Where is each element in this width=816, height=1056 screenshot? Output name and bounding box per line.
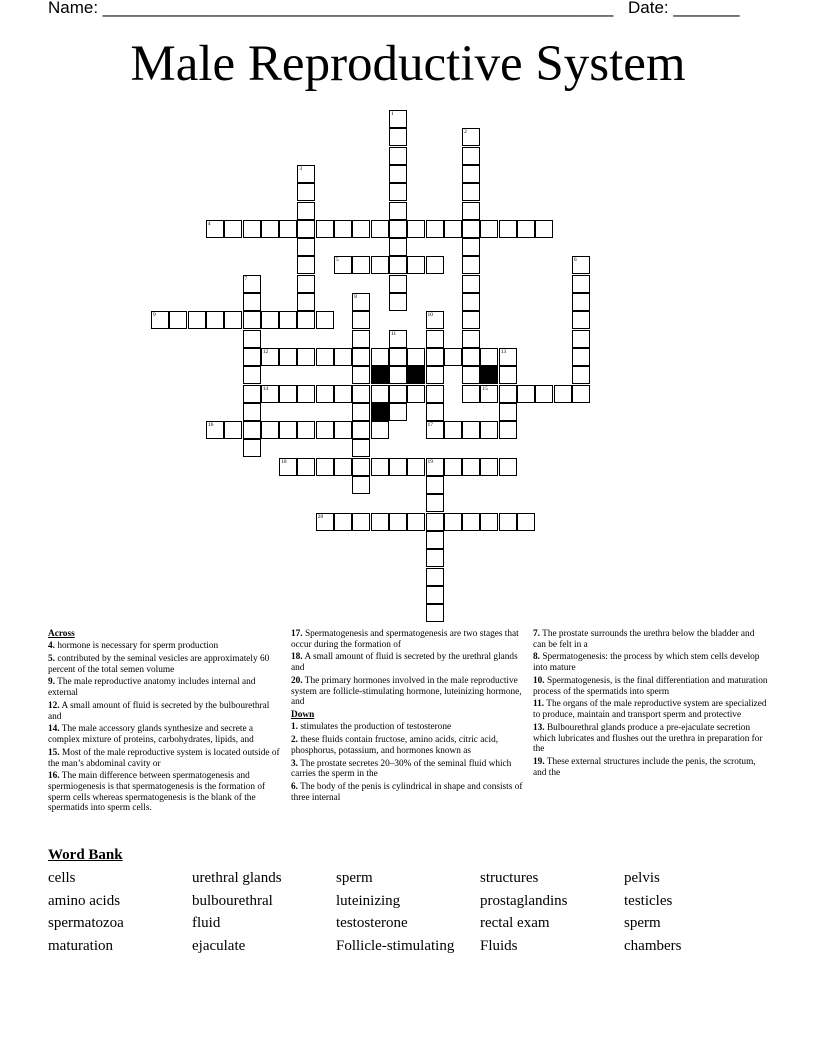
- crossword-cell[interactable]: [261, 311, 279, 329]
- crossword-cell[interactable]: [297, 458, 315, 476]
- crossword-cell[interactable]: [371, 220, 389, 238]
- crossword-cell[interactable]: [444, 348, 462, 366]
- crossword-cell[interactable]: [426, 421, 444, 439]
- clue-down-13: 13. Bulbourethral glands produce a pre-ejaculate secretion which lubricates and flushes out the urethra in preparation for the: [533, 722, 763, 755]
- crossword-cell[interactable]: [334, 256, 352, 274]
- crossword-cell[interactable]: [480, 458, 498, 476]
- crossword-cell[interactable]: [334, 385, 352, 403]
- crossword-cell[interactable]: [572, 311, 590, 329]
- crossword-cell[interactable]: [462, 183, 480, 201]
- clue-number: 4: [207, 220, 211, 227]
- crossword-cell[interactable]: [389, 220, 407, 238]
- crossword-cell[interactable]: [426, 586, 444, 604]
- crossword-cell[interactable]: [352, 311, 370, 329]
- word-bank-item: sperm: [336, 870, 373, 886]
- crossword-cell[interactable]: [243, 403, 261, 421]
- clue-down-8: 8. Spermatogenesis: the process by which stem cells develop into mature: [533, 652, 760, 674]
- crossword-cell[interactable]: [462, 293, 480, 311]
- crossword-cell[interactable]: [572, 293, 590, 311]
- crossword-cell[interactable]: [389, 165, 407, 183]
- crossword-cell[interactable]: [297, 293, 315, 311]
- crossword-cell[interactable]: [462, 385, 480, 403]
- clue-across-15: 15. Most of the male reproductive system is located outside of the man’s abdominal cavity or: [48, 747, 280, 769]
- word-bank-item: ejaculate: [192, 938, 246, 955]
- crossword-cell[interactable]: [352, 385, 370, 403]
- crossword-cell[interactable]: [389, 403, 407, 421]
- clue-number: 17: [427, 422, 433, 429]
- crossword-cell[interactable]: [462, 513, 480, 531]
- crossword-cell[interactable]: [316, 348, 334, 366]
- crossword-cell[interactable]: [499, 458, 517, 476]
- clue-across-5: 5. contributed by the seminal vesicles are approximately 60 percent of the total semen volume: [48, 653, 270, 675]
- word-bank-item: testicles: [624, 892, 673, 909]
- word-bank-item: fluid: [192, 915, 221, 932]
- crossword-cell[interactable]: [352, 348, 370, 366]
- crossword-cell[interactable]: [389, 366, 407, 384]
- crossword-cell[interactable]: [352, 458, 370, 476]
- crossword-cell[interactable]: [261, 421, 279, 439]
- crossword-cell[interactable]: [279, 385, 297, 403]
- crossword-cell[interactable]: [371, 458, 389, 476]
- crossword-cell[interactable]: [243, 330, 261, 348]
- header: [48, 0, 748, 22]
- crossword-cell[interactable]: [499, 421, 517, 439]
- crossword-cell[interactable]: [352, 330, 370, 348]
- clue-number: 14: [262, 385, 269, 392]
- crossword-cell[interactable]: [462, 128, 480, 146]
- date-field[interactable]: Date: _______: [628, 0, 740, 17]
- crossword-cell[interactable]: [462, 165, 480, 183]
- crossword-cell[interactable]: [334, 348, 352, 366]
- crossword-cell[interactable]: [297, 165, 315, 183]
- crossword-cell[interactable]: [407, 385, 425, 403]
- crossword-cell[interactable]: [352, 421, 370, 439]
- crossword-cell[interactable]: [426, 568, 444, 586]
- crossword-cell[interactable]: [462, 275, 480, 293]
- crossword-cell[interactable]: [480, 348, 498, 366]
- crossword-cell[interactable]: [499, 385, 517, 403]
- clue-down-10: 10. Spermatogenesis, is the final differentiation and maturation process of the spermatids into sperm: [533, 675, 768, 697]
- clue-number: 9: [153, 312, 156, 319]
- crossword-cell[interactable]: [243, 311, 261, 329]
- crossword-cell[interactable]: [279, 458, 297, 476]
- crossword-cell[interactable]: [407, 458, 425, 476]
- word-bank-item: bulbourethral: [192, 892, 273, 909]
- crossword-cell[interactable]: [224, 311, 242, 329]
- crossword-cell[interactable]: [389, 128, 407, 146]
- word-bank-item: structures: [480, 870, 539, 886]
- crossword-cell[interactable]: [389, 330, 407, 348]
- clue-across-12: 12. A small amount of fluid is secreted by the bulbourethral and: [48, 700, 270, 722]
- clue-number: 10: [427, 312, 433, 319]
- crossword-cell[interactable]: [462, 311, 480, 329]
- clue-down-7: 7. The prostate surrounds the urethra below the bladder and can be felt in a: [533, 629, 755, 650]
- crossword-cell[interactable]: [316, 220, 334, 238]
- crossword-cell[interactable]: [462, 147, 480, 165]
- word-bank-item: maturation: [48, 938, 113, 955]
- crossword-cell[interactable]: [297, 238, 315, 256]
- crossword-cell[interactable]: [224, 421, 242, 439]
- crossword-cell[interactable]: [426, 311, 444, 329]
- clue-down-11: 11. The organs of the male reproductive system are specialized to produce, maintain and transport sperm and protective: [533, 699, 767, 721]
- word-bank-item: amino acids: [48, 892, 121, 909]
- down-heading: Down: [291, 710, 315, 721]
- word-bank-item: chambers: [624, 938, 682, 955]
- crossword-cell[interactable]: [444, 421, 462, 439]
- crossword-cell[interactable]: [426, 476, 444, 494]
- clue-number: 13: [500, 348, 507, 355]
- clue-across-4: 4. hormone is necessary for sperm production: [48, 641, 219, 652]
- crossword-cell[interactable]: [261, 348, 279, 366]
- crossword-cell[interactable]: [462, 421, 480, 439]
- crossword-cell[interactable]: [243, 366, 261, 384]
- clue-number: 1: [390, 111, 394, 117]
- crossword-cell[interactable]: [426, 531, 444, 549]
- crossword-cell[interactable]: [297, 275, 315, 293]
- crossword-cell[interactable]: [462, 366, 480, 384]
- crossword-cell[interactable]: [389, 293, 407, 311]
- clue-number: 7: [244, 275, 248, 282]
- word-bank-item: sperm: [624, 915, 661, 932]
- crossword-cell[interactable]: [426, 330, 444, 348]
- crossword-cell[interactable]: [371, 421, 389, 439]
- crossword-cell[interactable]: [444, 220, 462, 238]
- clue-down-3: 3. The prostate secretes 20–30% of the seminal fluid which carries the sperm in the: [291, 758, 512, 780]
- crossword-cell[interactable]: [334, 513, 352, 531]
- crossword-cell[interactable]: [572, 256, 590, 274]
- crossword-cell[interactable]: [499, 220, 517, 238]
- crossword-cell[interactable]: [279, 421, 297, 439]
- crossword-cell[interactable]: [499, 348, 517, 366]
- crossword-cell[interactable]: [389, 147, 407, 165]
- crossword-cell[interactable]: [462, 202, 480, 220]
- crossword-cell[interactable]: [389, 110, 407, 128]
- clue-number: 5: [336, 257, 339, 264]
- crossword-cell[interactable]: [554, 385, 572, 403]
- crossword-cell[interactable]: [407, 348, 425, 366]
- word-bank-item: cells: [48, 870, 76, 886]
- crossword-cell[interactable]: [316, 513, 334, 531]
- crossword-cell[interactable]: [334, 220, 352, 238]
- crossword-cell[interactable]: [279, 220, 297, 238]
- clue-down-1: 1. stimulates the production of testosterone: [291, 722, 452, 733]
- crossword-cell[interactable]: [151, 311, 169, 329]
- clue-down-2: 2. these fluids contain fructose, amino acids, citric acid, phosphorus, potassium, and hormones known as: [291, 735, 499, 756]
- crossword-cell[interactable]: [371, 513, 389, 531]
- crossword-cell[interactable]: [243, 348, 261, 366]
- crossword-cell[interactable]: [389, 513, 407, 531]
- crossword-cell[interactable]: [352, 293, 370, 311]
- clue-across-9: 9. The male reproductive anatomy includes internal and external: [48, 677, 256, 699]
- crossword-cell[interactable]: [352, 513, 370, 531]
- clue-number: 3: [299, 165, 303, 172]
- crossword-cell[interactable]: [316, 458, 334, 476]
- crossword-cell[interactable]: [517, 513, 535, 531]
- word-bank-item: luteinizing: [336, 892, 401, 909]
- crossword-cell[interactable]: [426, 458, 444, 476]
- crossword-cell[interactable]: [297, 256, 315, 274]
- crossword-cell[interactable]: [352, 220, 370, 238]
- clue-number: 6: [573, 257, 577, 264]
- clue-across-17: 17. Spermatogenesis and spermatogenesis are two stages that occur during the formation of: [291, 629, 519, 650]
- crossword-cell[interactable]: [407, 256, 425, 274]
- clue-number: 20: [317, 513, 324, 520]
- crossword-cell[interactable]: [462, 458, 480, 476]
- crossword-cell[interactable]: [389, 183, 407, 201]
- crossword-cell[interactable]: [572, 275, 590, 293]
- crossword-cell[interactable]: [243, 385, 261, 403]
- crossword-cell[interactable]: [224, 220, 242, 238]
- crossword-cell[interactable]: [499, 366, 517, 384]
- crossword-cell[interactable]: [426, 549, 444, 567]
- crossword-cell[interactable]: [352, 366, 370, 384]
- crossword-cell[interactable]: [572, 366, 590, 384]
- word-bank-item: Fluids: [480, 938, 518, 955]
- crossword-cell[interactable]: [426, 256, 444, 274]
- crossword-cell[interactable]: [206, 311, 224, 329]
- crossword-cell[interactable]: [243, 439, 261, 457]
- crossword-cell[interactable]: [316, 385, 334, 403]
- crossword-cell[interactable]: [316, 311, 334, 329]
- crossword-cell[interactable]: [407, 513, 425, 531]
- crossword-cell[interactable]: [517, 220, 535, 238]
- crossword-cell[interactable]: [334, 421, 352, 439]
- crossword-cell[interactable]: [352, 439, 370, 457]
- crossword-cell[interactable]: [444, 513, 462, 531]
- crossword-cell[interactable]: [243, 275, 261, 293]
- crossword-cell[interactable]: [334, 458, 352, 476]
- crossword-cell[interactable]: [426, 494, 444, 512]
- clue-number: 8: [354, 294, 358, 300]
- crossword-cell[interactable]: [316, 421, 334, 439]
- page-title: Male Reproductive System: [130, 36, 686, 92]
- clue-number: 2: [464, 129, 467, 136]
- clues-column-1: [48, 629, 284, 816]
- crossword-cell[interactable]: [535, 220, 553, 238]
- clue-down-6: 6. The body of the penis is cylindrical in shape and consists of three internal: [291, 782, 523, 803]
- clue-across-20: 20. The primary hormones involved in the male reproductive system are follicle-stimulating hormone, luteinizing hormone, and: [291, 675, 522, 708]
- crossword-cell[interactable]: [572, 330, 590, 348]
- clue-number: 15: [482, 385, 488, 392]
- crossword-cell[interactable]: [389, 348, 407, 366]
- crossword-cell[interactable]: [371, 348, 389, 366]
- clue-number: 18: [281, 458, 287, 465]
- crossword-cell[interactable]: [480, 421, 498, 439]
- crossword-cell[interactable]: [389, 202, 407, 220]
- clues-column-3: [533, 629, 769, 781]
- crossword-cell[interactable]: [188, 311, 206, 329]
- crossword-cell[interactable]: [389, 256, 407, 274]
- crossword-cell[interactable]: [371, 385, 389, 403]
- clue-number: 19: [427, 458, 433, 465]
- crossword-cell[interactable]: [389, 385, 407, 403]
- word-bank-item: Follicle-stimulating: [336, 938, 455, 955]
- word-bank-item: pelvis: [624, 870, 660, 886]
- clue-down-19: 19. These external structures include the penis, the scrotum, and the: [533, 757, 756, 778]
- crossword-cell[interactable]: [462, 238, 480, 256]
- word-bank-item: prostaglandins: [480, 892, 568, 909]
- crossword-cell[interactable]: [206, 220, 224, 238]
- word-bank-item: testosterone: [336, 915, 408, 932]
- crossword-cell[interactable]: [480, 385, 498, 403]
- clue-across-14: 14. The male accessory glands synthesize and secrete a complex mixture of proteins, carbohydrates, lipids, and: [48, 724, 254, 746]
- across-heading: Across: [48, 629, 75, 639]
- clue-across-18: 18. A small amount of fluid is secreted by the urethral glands and: [291, 652, 518, 674]
- crossword-cell[interactable]: [297, 202, 315, 220]
- crossword-block: [407, 366, 425, 384]
- clue-number: 12: [262, 348, 269, 355]
- crossword-cell[interactable]: [572, 385, 590, 403]
- crossword-cell[interactable]: [426, 604, 444, 622]
- crossword-cell[interactable]: [462, 348, 480, 366]
- crossword-block: [371, 366, 389, 384]
- crossword-cell[interactable]: [499, 513, 517, 531]
- word-bank-item: spermatozoa: [48, 915, 124, 932]
- crossword-cell[interactable]: [517, 385, 535, 403]
- crossword-cell[interactable]: [243, 421, 261, 439]
- crossword-cell[interactable]: [426, 348, 444, 366]
- crossword-cell[interactable]: [297, 348, 315, 366]
- crossword-cell[interactable]: [480, 513, 498, 531]
- crossword-cell[interactable]: [572, 348, 590, 366]
- crossword-cell[interactable]: [261, 385, 279, 403]
- word-bank-title: Word Bank: [48, 847, 123, 863]
- clues-column-2: [291, 629, 527, 805]
- crossword-cell[interactable]: [389, 458, 407, 476]
- crossword-cell[interactable]: [297, 183, 315, 201]
- name-field[interactable]: Name: ______________________________________________________: [48, 0, 614, 17]
- word-bank-item: rectal exam: [480, 915, 550, 932]
- crossword-cell[interactable]: [297, 311, 315, 329]
- crossword-cell[interactable]: [206, 421, 224, 439]
- crossword-cell[interactable]: [462, 220, 480, 238]
- crossword-cell[interactable]: [426, 220, 444, 238]
- word-bank-item: urethral glands: [192, 870, 282, 886]
- crossword-cell[interactable]: [279, 311, 297, 329]
- crossword-cell[interactable]: [169, 311, 187, 329]
- crossword-block: [371, 403, 389, 421]
- crossword-cell[interactable]: [499, 403, 517, 421]
- crossword-cell[interactable]: [243, 293, 261, 311]
- crossword-cell[interactable]: [426, 403, 444, 421]
- crossword-cell[interactable]: [444, 458, 462, 476]
- clue-number: 11: [390, 330, 397, 337]
- crossword-cell[interactable]: [261, 220, 279, 238]
- word-bank-list: [48, 867, 768, 958]
- crossword-cell[interactable]: [297, 421, 315, 439]
- crossword-cell[interactable]: [426, 513, 444, 531]
- crossword-cell[interactable]: [462, 330, 480, 348]
- crossword-cell[interactable]: [462, 256, 480, 274]
- crossword-cell[interactable]: [389, 238, 407, 256]
- crossword-cell[interactable]: [297, 220, 315, 238]
- clue-across-16: 16. The main difference between spermatogenesis and spermiogenesis is that spermatogenesis is the formation of sperm cells whereas spermatogenesis is the blank of the spermatids into sperm cells.: [48, 771, 266, 814]
- crossword-cell[interactable]: [426, 385, 444, 403]
- crossword-cell[interactable]: [426, 366, 444, 384]
- crossword-cell[interactable]: [371, 256, 389, 274]
- crossword-cell[interactable]: [480, 220, 498, 238]
- crossword-cell[interactable]: [297, 385, 315, 403]
- crossword-cell[interactable]: [352, 256, 370, 274]
- word-bank: [48, 846, 768, 958]
- crossword-cell[interactable]: [389, 275, 407, 293]
- crossword-cell[interactable]: [352, 476, 370, 494]
- crossword-cell[interactable]: [352, 403, 370, 421]
- crossword-cell[interactable]: [535, 385, 553, 403]
- crossword-cell[interactable]: [243, 220, 261, 238]
- clue-number: 16: [207, 422, 214, 429]
- crossword-block: [480, 366, 498, 384]
- crossword-cell[interactable]: [407, 220, 425, 238]
- crossword-cell[interactable]: [279, 348, 297, 366]
